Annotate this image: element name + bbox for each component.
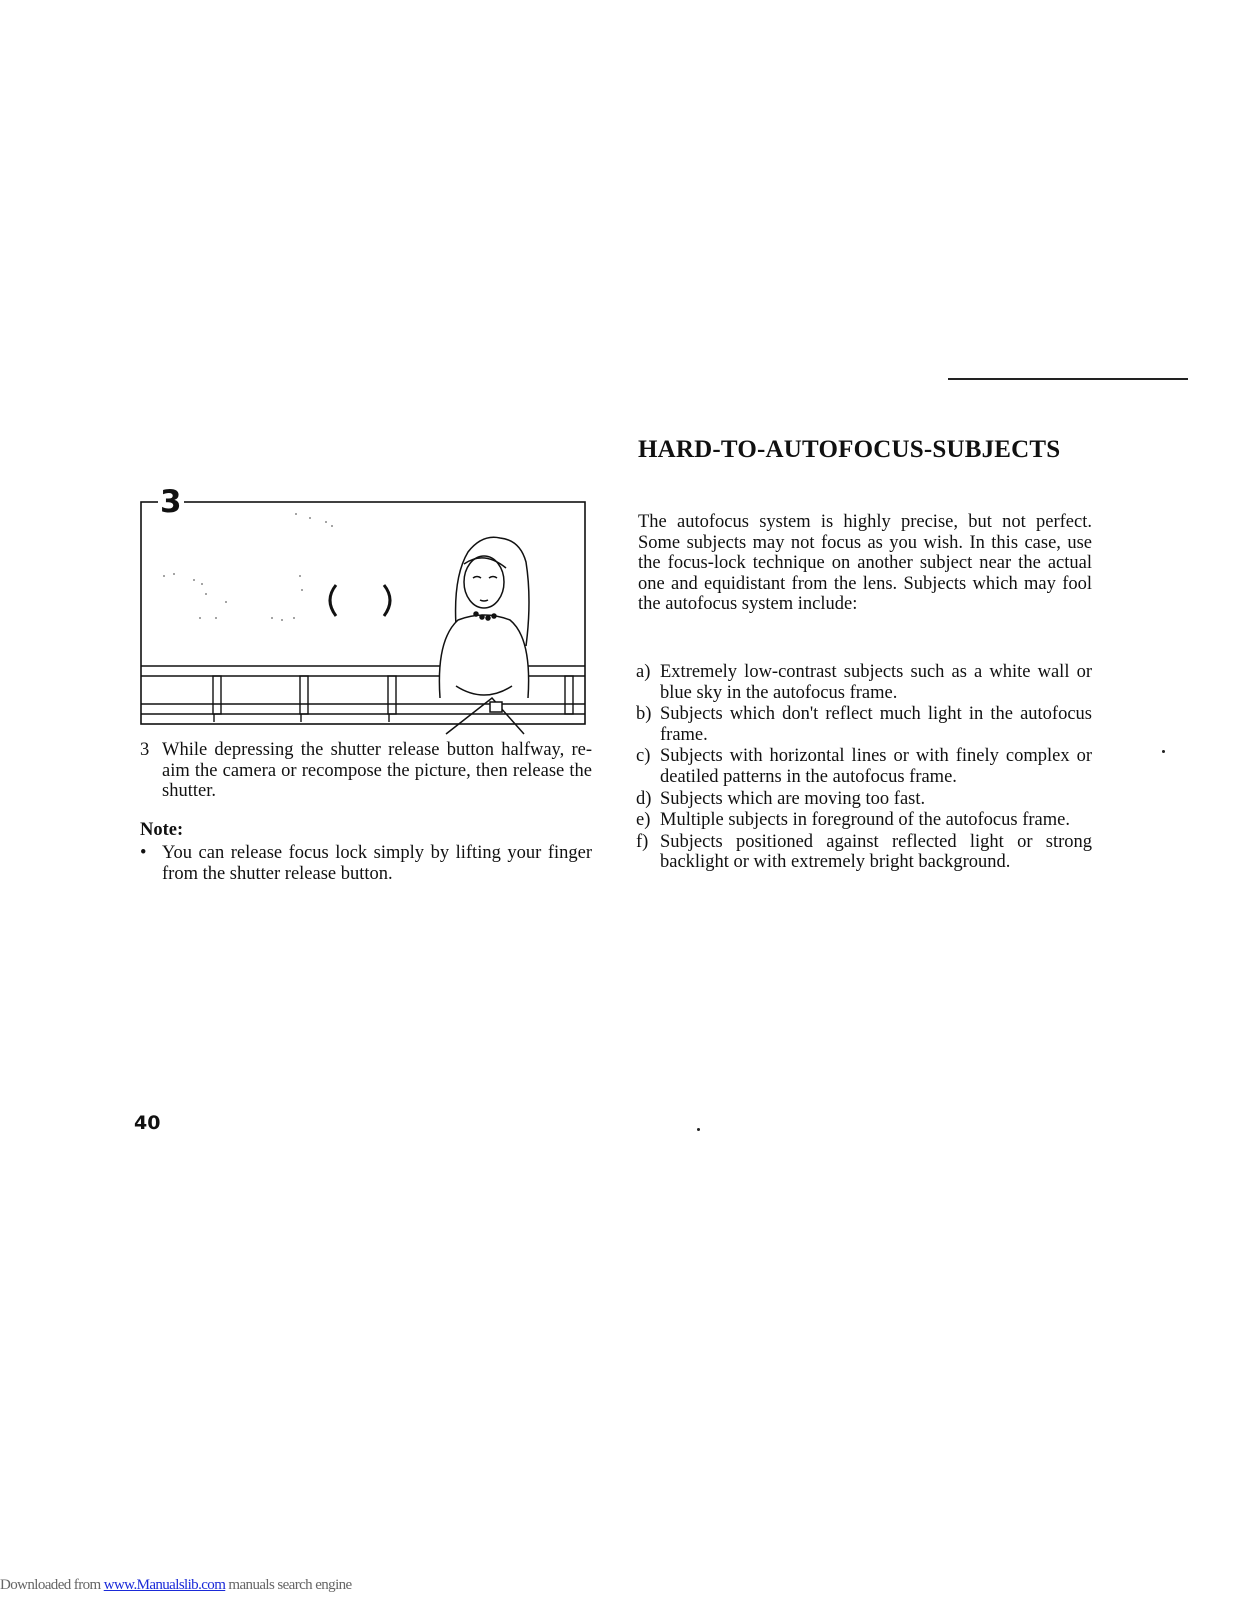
list-text: Subjects which don't reflect much light in the autofocus frame. [660,704,1092,745]
subjects-list [636,662,1092,874]
background-specks [163,513,333,621]
list-marker: a) [636,662,651,682]
list-text: Extremely low-contrast subjects such as a white wall or blue sky in the autofocus frame. [660,662,1092,703]
list-marker: c) [636,746,651,767]
list-marker: f) [636,831,649,852]
list-text: Multiple subjects in foreground of the autofocus frame. [660,810,1070,831]
list-item [636,662,1092,703]
note-text: You can release focus lock simply by lifting your finger from the shutter release button. [162,843,592,884]
list-item [636,789,1092,810]
stray-dot [1162,750,1165,753]
header-rule [948,378,1188,380]
viewfinder-illustration [140,484,596,736]
note-heading: Note: [140,820,184,840]
footer-suffix: manuals search engine [225,1577,352,1593]
footer-prefix: Downloaded from [0,1577,104,1593]
list-text: Subjects with horizontal lines or with finely complex or deatiled patterns in the autofocus frame. [660,746,1092,787]
af-bracket-right [384,585,390,616]
list-item [636,810,1092,831]
list-marker: e) [636,810,651,831]
section-title: HARD-TO-AUTOFOCUS-SUBJECTS [638,436,1061,463]
figure-label: 3 [160,484,182,520]
list-text: Subjects which are moving too fast. [660,788,926,809]
list-text: Subjects positioned against reflected light or strong backlight or with extremely bright background. [660,831,1092,873]
step-text: While depressing the shutter release button halfway, re-aim the camera or recompose the picture, then release the shutter. [162,740,592,802]
note-body [140,843,592,884]
viewfinder-drawing [140,490,596,736]
intro-paragraph: The autofocus system is highly precise, but not perfect. Some subjects may not focus as you wish. In this case, use the focus-lock technique on another subject near the actual one and equidistant from the lens. Subjects which may fool the autofocus system include: [638,512,1092,615]
step-caption [140,740,592,802]
list-marker: b) [636,704,652,725]
list-item [636,746,1092,787]
af-bracket-left [330,585,336,616]
page-number: 40 [134,1112,161,1134]
step-number: 3 [140,740,150,760]
list-item [636,704,1092,745]
stray-dot [697,1128,700,1131]
footer-link[interactable]: www.Manualslib.com [103,1577,226,1593]
bullet-icon: • [140,843,147,863]
list-item [636,832,1092,873]
list-marker: d) [636,788,652,809]
footer [0,1577,352,1594]
